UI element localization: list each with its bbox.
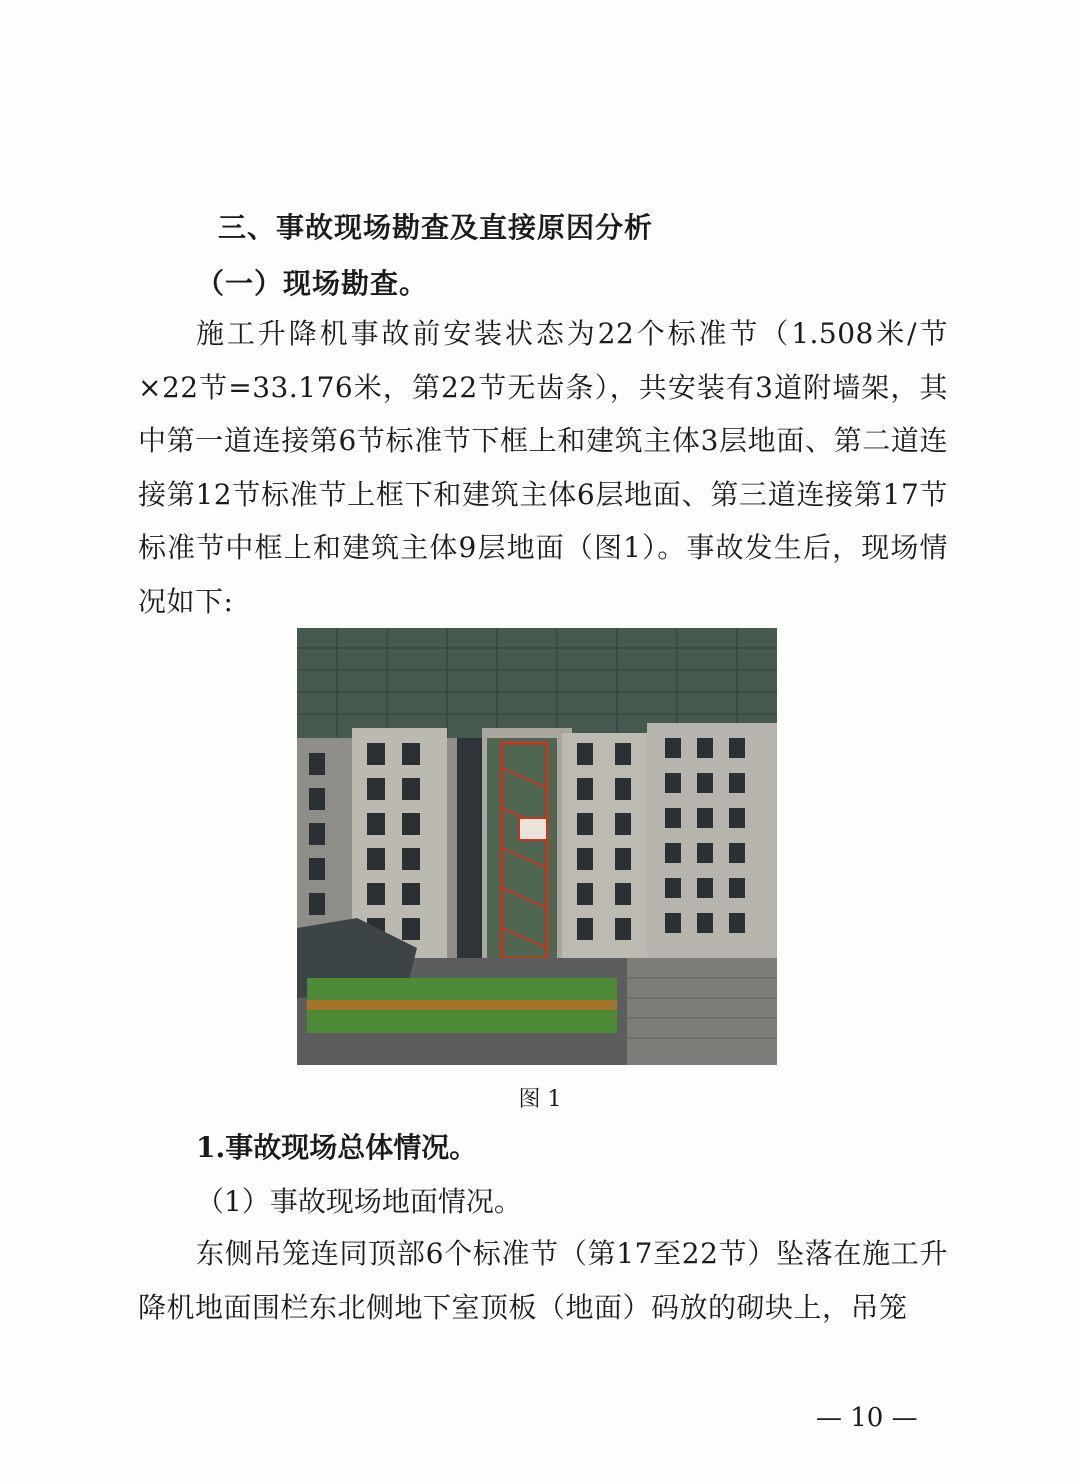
body-paragraph-1: 施工升降机事故前安装状态为22个标准节（1.508米/节×22节=33.176米，第22节无齿条），共安装有3道附墙架，其中第一道连接第6节标准节下框上和建筑主体3层地面、第二道连接第12节标准节上框下和建筑主体6层地面、第三道连接第17节标准节中框上和建筑主体9层地面（图1）。事故发生后，现场情况如下: [138, 317, 948, 618]
construction-site-illustration [297, 628, 777, 1065]
section-heading: 三、事故现场勘查及直接原因分析 [218, 211, 654, 244]
sub-item-heading: （1）事故现场地面情况。 [196, 1185, 522, 1218]
figure-1-photo [297, 628, 777, 1065]
body-paragraph-2: 东侧吊笼连同顶部6个标准节（第17至22节）坠落在施工升降机地面围栏东北侧地下室顶板（地面）码放的砌块上，吊笼 [138, 1237, 948, 1324]
subsection-heading: （一）现场勘查。 [196, 267, 429, 300]
page-number: — 10 — [816, 1403, 918, 1433]
figure-caption: 图 1 [518, 1087, 562, 1112]
item-heading: 1.事故现场总体情况。 [196, 1131, 478, 1164]
